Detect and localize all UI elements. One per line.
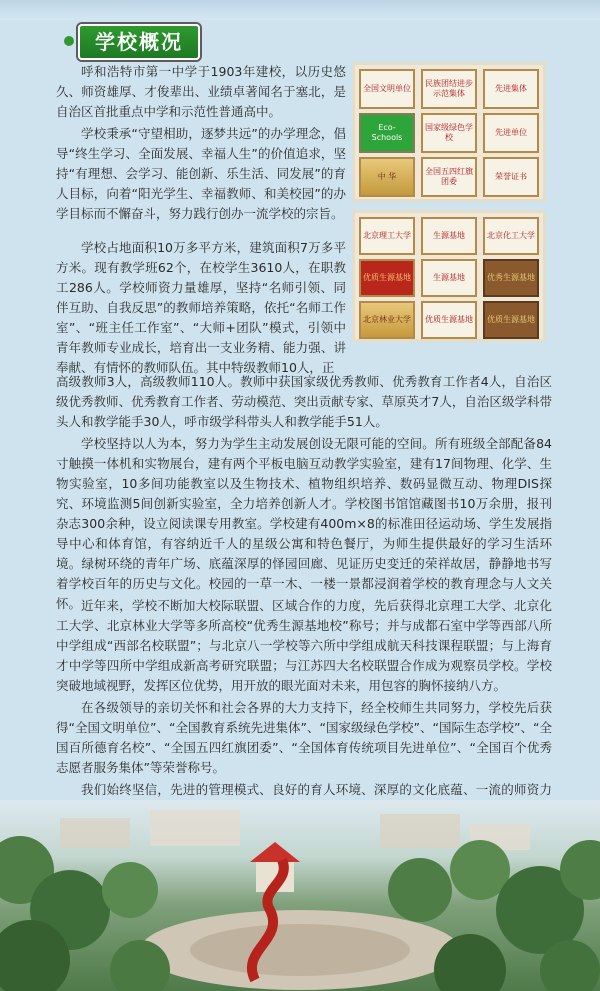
campus-scene-illustration — [0, 800, 600, 991]
award-plaque: 荣誉证书 — [483, 157, 539, 197]
award-plaque: 北京林业大学 — [359, 301, 415, 339]
award-plaque: Eco-Schools — [359, 113, 415, 153]
paragraph-closing: 我们始终坚信，先进的管理模式、良好的育人环境、深厚的文化底蕴、一流的师资力 — [81, 782, 552, 797]
award-plaque: 国家级绿色学校 — [421, 113, 477, 153]
paragraph-honors: 在各级领导的亲切关怀和社会各界的大力支持下，经全校师生共同努力，学校先后获得“全国文明单位”、“全国教育系统先进集体”、“国家级绿色学校”、“国际生态学校”、“全国百所德育名校”、“全国五四红旗团委”、“全国体育传统项目先进单位”、“全国百个优秀志愿者服务集体”等荣誉称号。 — [56, 700, 552, 775]
title-decoration — [64, 36, 74, 46]
campus-photo — [0, 800, 600, 991]
award-plaque: 生源基地 — [421, 217, 477, 255]
award-plaque: 优秀生源基地 — [483, 259, 539, 297]
paragraph-history: 呼和浩特市第一中学于1903年建校，以历史悠久、师资雄厚、才俊辈出、业绩卓著闻名于塞北，是自治区首批重点中学和示范性普通高中。 — [56, 64, 346, 119]
award-plaque: 优质生源基地 — [483, 301, 539, 339]
award-plaque: 优质生源基地 — [359, 259, 415, 297]
award-plaque: 北京化工大学 — [483, 217, 539, 255]
award-plaque: 全国五四红旗团委 — [421, 157, 477, 197]
award-plaque: 先进集体 — [483, 69, 539, 109]
award-plaque: 民族团结进步 示范集体 — [421, 69, 477, 109]
award-plaque: 先进单位 — [483, 113, 539, 153]
paragraph-faculty-cont: 高级教师3人，高级教师110人。教师中获国家级优秀教师、优秀教育工作者4人，自治区级优秀教师、优秀教育工作者、劳动模范、突出贡献专家、草原英才7人，自治区级学科带头人和教学能手30人，呼市级学科带头人和教学能手51人。 — [56, 374, 552, 429]
award-plaque: 全国文明单位 — [359, 69, 415, 109]
awards-panel-bottom — [352, 210, 546, 342]
top-band — [0, 0, 600, 20]
paragraph-faculty: 学校占地面积10万多平方米，建筑面积7万多平方米。现有教学班62个，在校学生3610人，在职教工286人。学校师资力量雄厚，坚持“名师引领、同伴互助、自我反思”的教师培养策略，依托“名师工作室”、“班主任工作室”、“大师+团队”模式，引领中青年教师专业成长，培育出一支业务精、能力强、讲奉献、有情怀的教师队伍。其中特级教师10人，正 — [56, 240, 346, 375]
awards-panel-top — [352, 62, 546, 202]
award-plaque: 北京理工大学 — [359, 217, 415, 255]
section-title: 学校概况 — [78, 24, 200, 60]
paragraph-philosophy: 学校秉承“守望相助，逐梦共远”的办学理念，倡导“终生学习、全面发展、幸福人生”的价值追求，坚持“有理想、会学习、能创新、乐生活、同发展”的育人目标，向着“阳光学生、幸福教师、和美校园”的办学目标而不懈奋斗，努力践行创办一流学校的宗旨。 — [56, 126, 346, 221]
award-plaque: 优质生源基地 — [421, 301, 477, 339]
paragraph-alliances: 近年来，学校不断加大校际联盟、区域合作的力度，先后获得北京理工大学、北京化工大学、北京林业大学等多所高校“优秀生源基地校”称号；并与成都石室中学等西部八所中学组成“西部名校联盟”；与北京八一学校等六所中学组成航天科技课程联盟；与上海育才中学等四所中学组成新高考研究联盟；与江苏四大名校联盟合作成为观察员学校。学校突破地域视野，发挥区位优势，用开放的眼光面对未来，用包容的胸怀接纳八方。 — [56, 598, 552, 693]
award-plaque: 中 华 — [359, 157, 415, 197]
paragraph-facilities: 学校坚持以人为本，努力为学生主动发展创设无限可能的空间。所有班级全部配备84寸触摸一体机和实物展台，建有两个平板电脑互动教学实验室，建有17间物理、化学、生物实验室，10多间功能教室以及生物技术、植物组织培养、数码显微互动、物理DIS探究、环境监测5间创新实验室，全力培养创新人才。学校图书馆馆藏图书10万余册，报刊杂志300余种，设立阅读课专用教室。学校建有400m×8的标准田径运动场、学生发展指导中心和体育馆，有容纳近千人的星级公寓和特色餐厅，为师生提供最好的学习生活环境。绿树环绕的青年广场、底蕴深厚的怿园回廊、见证历史变迁的荣祥故居，静静地书写着学校百年的历史与文化。校园的一草一木、一楼一景都浸润着学校的教育理念与人文关怀。 — [56, 436, 552, 611]
award-plaque: 生源基地 — [421, 259, 477, 297]
